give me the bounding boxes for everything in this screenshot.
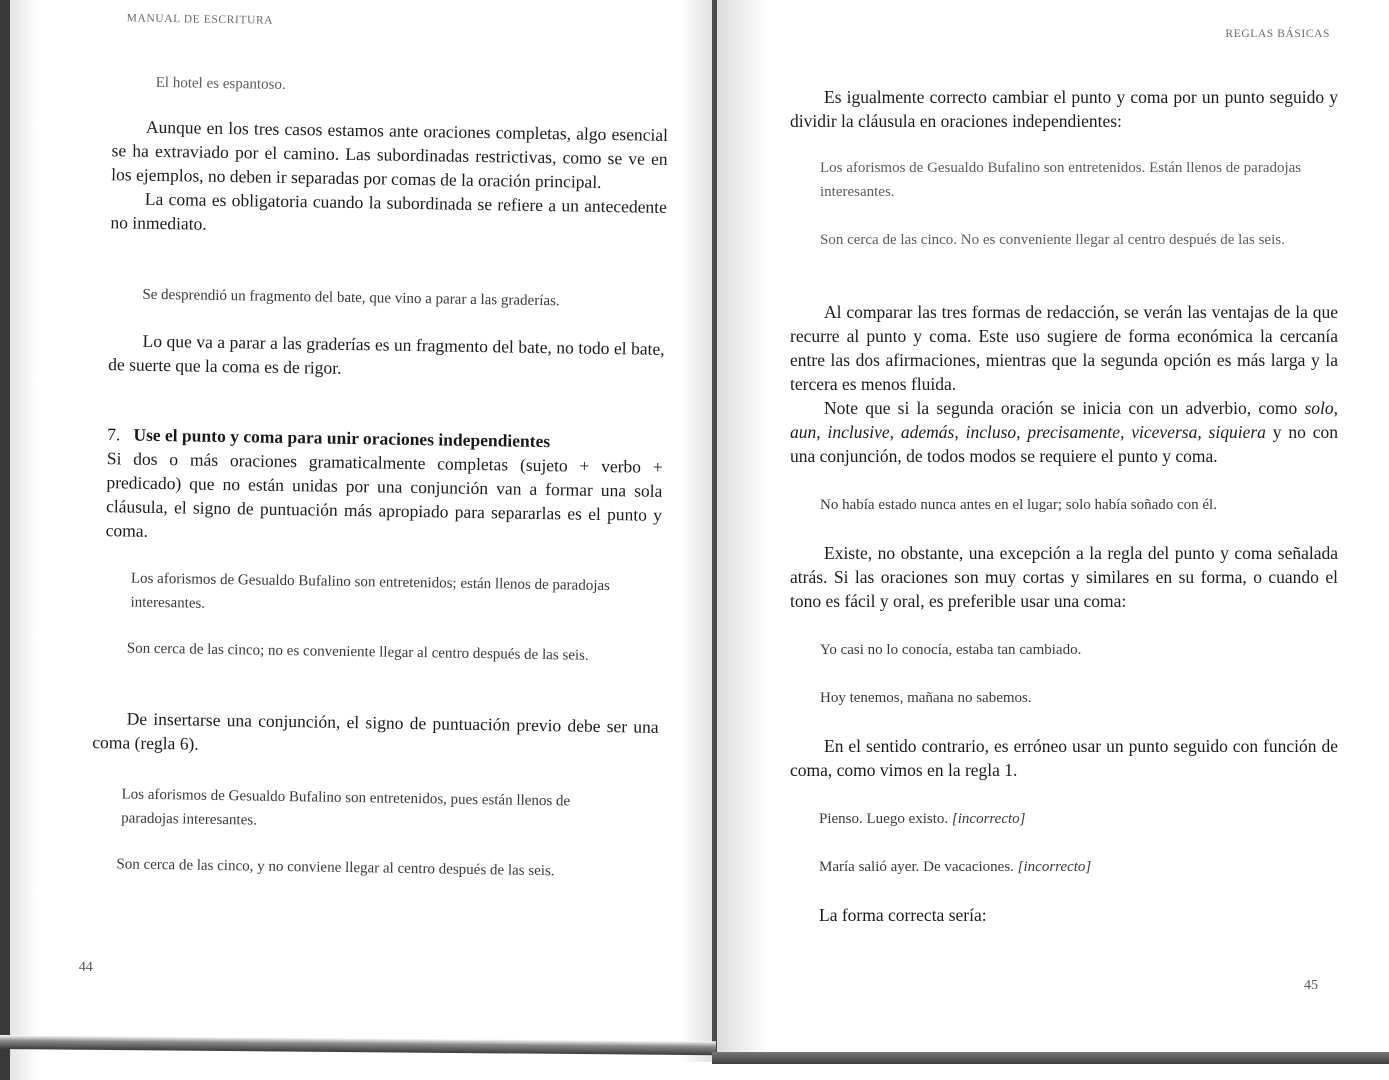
example-conocia: Yo casi no lo conocía, estaba tan cambiado. [820,642,1082,658]
left-page [78,0,670,1009]
example-bate: Se desprendió un fragmento del bate, que vino a parar a las graderías. [142,286,560,310]
section-7-text: Si dos o más oraciones gramaticalmente completas (sujeto + verbo + predicado) que no están unidas por una conjunción van a formar una sola cláusula, el signo de puntuación más apropiado para separarlas es el punto y coma. [105,448,663,541]
section-number: 7. [107,424,121,445]
bottom-edge-left [0,1035,716,1055]
spine-shadow-left [680,0,712,1062]
right-page [786,0,1338,1000]
page-number-left: 44 [78,959,93,976]
closing-line: La forma correcta sería: [819,905,987,925]
running-head-left: MANUAL DE ESCRITURA [126,12,274,27]
example-lugar: No había estado nunca antes en el lugar; solo había soñado con él. [820,497,1217,513]
paragraph-comparar: Al comparar las tres formas de redacción, se verán las ventajas de la que recurre al punto y coma. Este uso sugiere de forma económica la cercanía entre las dos afirmaciones, mientras que la segunda opción es más larga y la tercera es menos fluida. Note que si la segunda oración se inicia con un adverbio, como solo, aun, inclusive, además, incluso, precisamente, viceversa, siquiera y no con una conjunción, de todos modos se requiere el punto y coma. [790,302,1338,466]
paragraph-erroneo: En el sentido contrario, es erróneo usar un punto seguido con función de coma, como vimos en la regla 1. [790,736,1338,780]
bottom-edge-right [712,1052,1389,1064]
paragraph-graderias: Lo que va a parar a las graderías es un fragmento del bate, no todo el bate, de suerte que la coma es de rigor. [108,330,665,378]
example-cinco-semicolon: Son cerca de las cinco; no es conveniente llegar al centro después de las seis. [126,640,589,664]
book-left-edge [0,0,10,1080]
example-cinco-period: Son cerca de las cinco. No es conveniente llegar al centro después de las seis. [820,232,1285,248]
example-pienso: Pienso. Luego existo. [incorrecto] [819,811,1026,827]
paragraph-punto-seguido: Es igualmente correcto cambiar el punto y coma por un punto seguido y dividir la cláusula en oraciones independientes: [790,87,1338,131]
incorrect-note: [incorrecto] [951,811,1026,827]
page-number-right: 45 [1304,978,1318,993]
example-aforismos-period: Los aforismos de Gesualdo Bufalino son entretenidos. Están llenos de paradojas interesantes. [820,160,1302,200]
example-hoy-tenemos: Hoy tenemos, mañana no sabemos. [820,690,1032,706]
paragraph-subordinadas: Aunque en los tres casos estamos ante oraciones completas, algo esencial se ha extraviado por el camino. Las subordinadas restrictivas, como se ve en los ejemplos, no deben ir separadas por comas de la oración principal. La coma es obligatoria cuando la subordinada se refiere a un antecedente no inmediato. [110,116,669,234]
spine-shadow-right [717,0,767,1062]
paragraph-conjuncion: De insertarse una conjunción, el signo de puntuación previo debe ser una coma (regla 6). [92,708,659,754]
example-hotel: El hotel es espantoso. [155,74,286,93]
example-aforismos-semicolon: Los aforismos de Gesualdo Bufalino son entretenidos; están llenos de paradojas interesantes. [130,570,611,612]
section-title: Use el punto y coma para unir oraciones independientes [133,424,551,452]
paragraph-excepcion: Existe, no obstante, una excepción a la regla del punto y coma señalada atrás. Si las oraciones son muy cortas y similares en su forma, o cuando el tono es fácil y oral, es preferible usar una coma: [790,543,1338,611]
example-aforismos-pues: Los aforismos de Gesualdo Bufalino son entretenidos, pues están llenos de paradojas interesantes. [121,786,571,829]
adverb-list: solo, aun, inclusive, además, incluso, precisamente, viceversa, siquiera [790,398,1338,442]
left-edge-shadow [10,0,38,1080]
example-maria: María salió ayer. De vacaciones. [incorrecto] [819,859,1092,875]
incorrect-note: [incorrecto] [1017,859,1092,875]
running-head-right: REGLAS BÁSICAS [1225,28,1330,40]
example-cinco-y: Son cerca de las cinco, y no conviene llegar al centro después de las seis. [116,856,555,880]
